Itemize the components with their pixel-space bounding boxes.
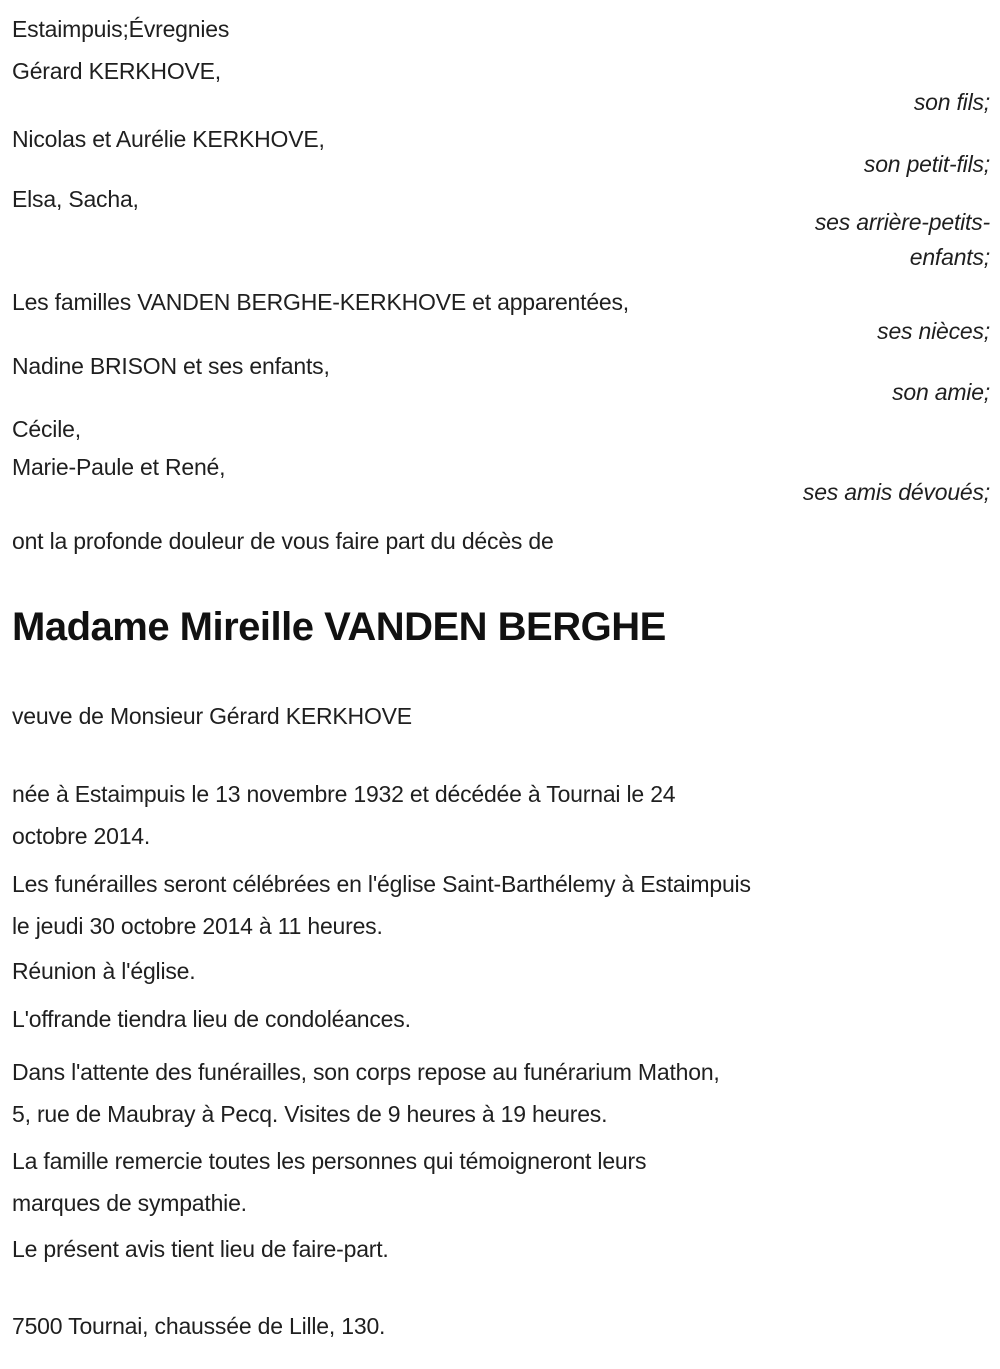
relative-name: Cécile, — [12, 416, 81, 442]
body-line: née à Estaimpuis le 13 novembre 1932 et décédée à Tournai le 24 — [12, 781, 676, 807]
relative-name: Elsa, Sacha, — [12, 186, 139, 212]
body-line: Le présent avis tient lieu de faire-part. — [12, 1236, 389, 1262]
body-line: La famille remercie toutes les personnes qui témoigneront leurs — [12, 1148, 647, 1174]
body-line: L'offrande tiendra lieu de condoléances. — [12, 1006, 411, 1032]
address-line: 7500 Tournai, chaussée de Lille, 130. — [12, 1313, 386, 1339]
body-line: 5, rue de Maubray à Pecq. Visites de 9 heures à 19 heures. — [12, 1101, 608, 1127]
body-line: Les funérailles seront célébrées en l'église Saint-Barthélemy à Estaimpuis — [12, 871, 751, 897]
relation-label: son petit-fils; — [863, 151, 990, 177]
body-line: Réunion à l'église. — [12, 958, 196, 984]
body-line: octobre 2014. — [12, 823, 151, 849]
deceased-name-heading: Madame Mireille VANDEN BERGHE — [12, 605, 666, 649]
relative-name: Nadine BRISON et ses enfants, — [12, 353, 330, 379]
spouse-line: veuve de Monsieur Gérard KERKHOVE — [12, 703, 412, 729]
announcement-line: ont la profonde douleur de vous faire part du décès de — [12, 528, 554, 554]
relation-label: enfants; — [909, 244, 990, 270]
location-line: Estaimpuis;Évregnies — [12, 16, 230, 42]
relative-name: Les familles VANDEN BERGHE-KERKHOVE et apparentées, — [12, 289, 629, 315]
body-line: le jeudi 30 octobre 2014 à 11 heures. — [12, 913, 383, 939]
relative-name: Nicolas et Aurélie KERKHOVE, — [12, 126, 325, 152]
relation-label: ses nièces; — [877, 318, 990, 344]
relation-label: ses amis dévoués; — [802, 479, 990, 505]
relation-label: son fils; — [913, 89, 990, 115]
relative-name: Marie-Paule et René, — [12, 454, 226, 480]
relation-label: son amie; — [892, 379, 990, 405]
relation-label: ses arrière-petits- — [814, 209, 990, 235]
relative-name: Gérard KERKHOVE, — [12, 58, 221, 84]
body-line: Dans l'attente des funérailles, son corps repose au funérarium Mathon, — [12, 1059, 720, 1085]
body-line: marques de sympathie. — [12, 1190, 247, 1216]
